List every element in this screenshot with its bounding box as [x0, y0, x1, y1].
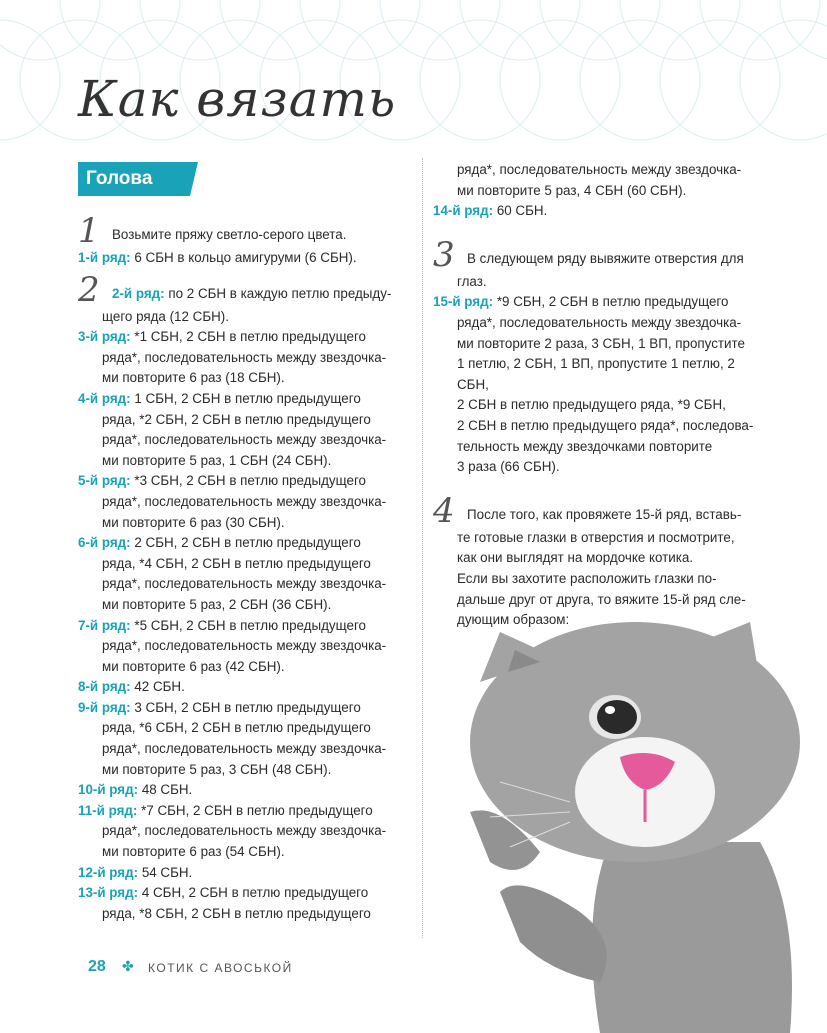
- text-line: ряда*, последовательность между звездочка-: [457, 314, 742, 330]
- row-label: 3-й ряд:: [78, 329, 131, 345]
- text-line: ряда*, последовательность между звездочка-: [102, 638, 387, 654]
- row-text: по 2 СБН в каждую петлю предыду-: [164, 286, 392, 301]
- text-line: ми повторите 5 раз, 4 СБН (60 СБН).: [457, 182, 687, 198]
- text-line: ми повторите 2 раза, 3 СБН, 1 ВП, пропустите: [457, 335, 745, 351]
- text-line: ряда*, последовательность между звездочка-: [102, 741, 387, 757]
- spacer: [433, 478, 768, 490]
- row-text: *1 СБН, 2 СБН в петлю предыдущего: [130, 329, 366, 345]
- text-line: ми повторите 5 раз, 1 СБН (24 СБН).: [102, 452, 332, 468]
- step: [433, 234, 768, 275]
- row-label: 5-й ряд:: [78, 473, 131, 489]
- row-instruction: [78, 471, 413, 492]
- row-text: *9 СБН, 2 СБН в петлю предыдущего: [493, 294, 729, 310]
- row-instruction: [433, 292, 768, 313]
- row-label: 2-й ряд:: [112, 286, 165, 301]
- row-text: 3 СБН, 2 СБН в петлю предыдущего: [130, 699, 361, 715]
- text-line: как они выглядят на мордочке котика.: [457, 550, 694, 566]
- text-line: дующим образом:: [457, 612, 570, 628]
- text-line: щего ряда (12 СБН).: [102, 308, 229, 324]
- text-line: дальше друг от друга, то вяжите 15-й ряд сле-: [457, 591, 746, 607]
- column-divider: [422, 158, 423, 938]
- left-column: [78, 210, 413, 924]
- text-line: ми повторите 5 раз, 3 СБН (48 СБН).: [102, 761, 332, 777]
- text-line: ми повторите 6 раз (18 СБН).: [102, 370, 285, 386]
- row-instruction: [78, 677, 413, 698]
- row-text: 42 СБН.: [130, 679, 185, 695]
- text-line: ряда*, последовательность между звездочка-: [102, 432, 387, 448]
- row-text: *3 СБН, 2 СБН в петлю предыдущего: [130, 473, 366, 489]
- row-instruction: [78, 533, 413, 554]
- flower-icon: ✤: [122, 958, 134, 974]
- row-text: 2 СБН, 2 СБН в петлю предыдущего: [130, 535, 361, 551]
- cat-toy-photo: [460, 612, 827, 1033]
- step-text: В следующем ряду вывяжите отверстия для: [467, 251, 744, 267]
- text-line: ми повторите 6 раз (54 СБН).: [102, 844, 285, 860]
- text-line: 2 СБН в петлю предыдущего ряда, *9 СБН,: [457, 397, 726, 413]
- step: [78, 269, 413, 310]
- step-number: 2: [78, 269, 100, 310]
- text-line: ряда*, последовательность между звездочка-: [102, 823, 387, 839]
- row-instruction: [78, 883, 413, 904]
- row-label: 4-й ряд:: [78, 390, 131, 406]
- row-text: *7 СБН, 2 СБН в петлю предыдущего: [137, 802, 373, 818]
- row-label: 8-й ряд:: [78, 679, 131, 695]
- row-instruction: [78, 698, 413, 719]
- book-title: КОТИК С АВОСЬКОЙ: [148, 961, 293, 975]
- step-content: [112, 284, 391, 307]
- text-line: ряда*, последовательность между звездочка-: [102, 349, 387, 365]
- step-number: 3: [433, 234, 455, 275]
- row-instruction: [78, 863, 413, 884]
- text-line: глаз.: [457, 273, 487, 289]
- step-number: 1: [78, 211, 100, 251]
- text-line: ми повторите 6 раз (42 СБН).: [102, 658, 285, 674]
- step-text: Возьмите пряжу светло-серого цвета.: [112, 227, 347, 243]
- row-instruction: [78, 248, 413, 269]
- row-instruction: [78, 327, 413, 348]
- text-line: ми повторите 6 раз (30 СБН).: [102, 514, 285, 530]
- page-title: Как вязать: [78, 70, 397, 128]
- step: [78, 211, 413, 251]
- step-number: 4: [433, 490, 455, 531]
- row-instruction: [78, 389, 413, 410]
- row-label: 7-й ряд:: [78, 617, 131, 633]
- row-text: 6 СБН в кольцо амигуруми (6 СБН).: [130, 250, 357, 265]
- row-text: 48 СБН.: [138, 782, 193, 798]
- row-label: 1-й ряд:: [78, 250, 131, 265]
- text-line: ряда, *2 СБН, 2 СБН в петлю предыдущего: [102, 411, 371, 427]
- text-line: Если вы захотите расположить глазки по-: [457, 570, 717, 586]
- text-line: 1 петлю, 2 СБН, 1 ВП, пропустите 1 петлю, 2 СБН,: [457, 356, 735, 392]
- row-instruction: [78, 616, 413, 637]
- row-instruction: [78, 780, 413, 801]
- row-label: 9-й ряд:: [78, 699, 131, 715]
- row-text: 54 СБН.: [138, 864, 193, 880]
- text-line: 2 СБН в петлю предыдущего ряда*, последова-: [457, 417, 754, 433]
- page-number: 28: [88, 958, 106, 975]
- row-instruction: [78, 801, 413, 822]
- text-line: ряда, *6 СБН, 2 СБН в петлю предыдущего: [102, 720, 371, 736]
- right-column: [433, 160, 768, 631]
- row-label: 6-й ряд:: [78, 535, 131, 551]
- row-text: 4 СБН, 2 СБН в петлю предыдущего: [138, 885, 369, 901]
- row-instruction: [433, 201, 768, 222]
- text-line: ряда*, последовательность между звездочка-: [102, 493, 387, 509]
- text-line: 3 раза (66 СБН).: [457, 459, 560, 475]
- row-text: 60 СБН.: [493, 203, 548, 219]
- text-line: ряда*, последовательность между звездочка-: [102, 576, 387, 592]
- text-line: ряда, *8 СБН, 2 СБН в петлю предыдущего: [102, 905, 371, 921]
- row-label: 15-й ряд:: [433, 294, 494, 310]
- row-label: 10-й ряд:: [78, 782, 139, 798]
- step: [433, 490, 768, 531]
- text-line: ряда, *4 СБН, 2 СБН в петлю предыдущего: [102, 555, 371, 571]
- row-label: 14-й ряд:: [433, 203, 494, 219]
- spacer: [433, 222, 768, 234]
- row-label: 12-й ряд:: [78, 864, 139, 880]
- text-line: те готовые глазки в отверстия и посмотрите,: [457, 529, 735, 545]
- step-text: После того, как провяжете 15-й ряд, вставь-: [467, 507, 742, 523]
- row-label: 13-й ряд:: [78, 885, 139, 901]
- row-text: 1 СБН, 2 СБН в петлю предыдущего: [130, 390, 361, 406]
- row-text: *5 СБН, 2 СБН в петлю предыдущего: [130, 617, 366, 633]
- row-label: 11-й ряд:: [78, 802, 138, 818]
- text-line: ми повторите 5 раз, 2 СБН (36 СБН).: [102, 596, 332, 612]
- section-heading: Голова: [78, 162, 190, 196]
- text-line: тельность между звездочками повторите: [457, 438, 713, 454]
- text-line: ряда*, последовательность между звездочка-: [457, 162, 742, 177]
